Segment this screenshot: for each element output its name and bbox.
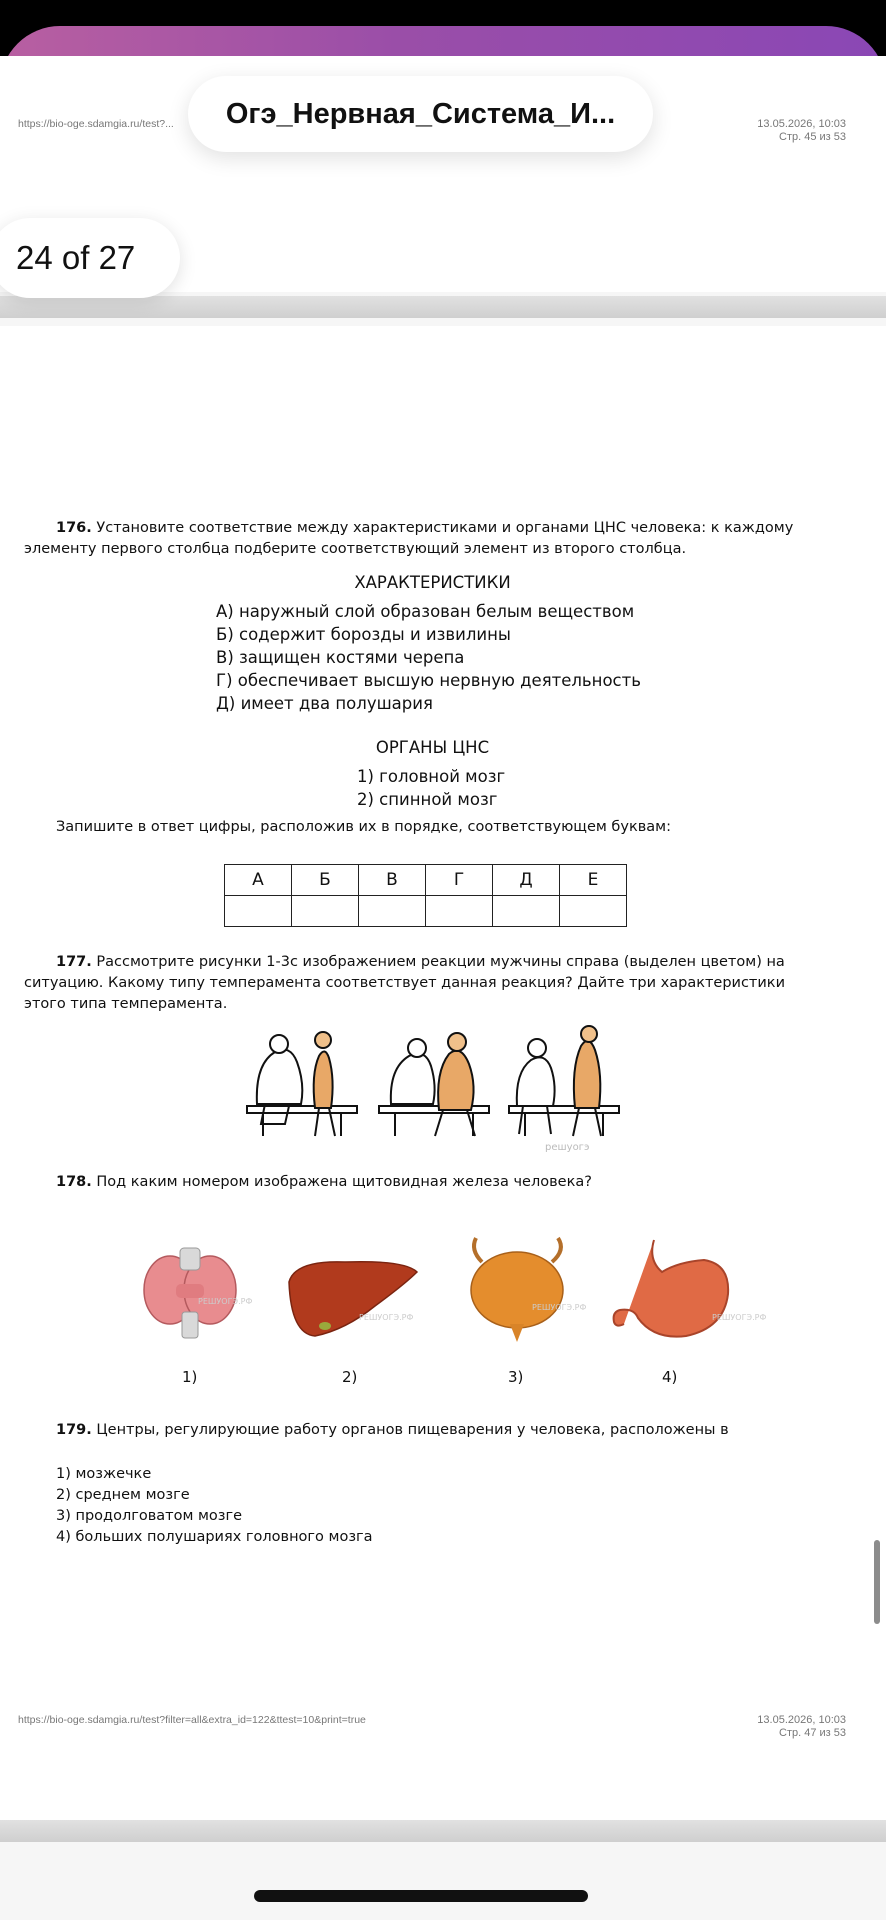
organ-item: 1) головной мозг bbox=[357, 767, 506, 786]
answer-option: 3) продолговатом мозге bbox=[56, 1508, 243, 1524]
document-title[interactable]: Огэ_Нервная_Система_И... bbox=[188, 76, 653, 152]
characteristic-item: А) наружный слой образован белым веществом bbox=[216, 602, 635, 621]
scrollbar[interactable] bbox=[874, 1540, 880, 1624]
page-url: https://bio-oge.sdamgia.ru/test?filter=all&extra_id=122&ttest=10&print=true bbox=[18, 1714, 366, 1726]
question-176 bbox=[24, 518, 844, 560]
page-meta bbox=[757, 1714, 846, 1740]
characteristic-item: Г) обеспечивает высшую нервную деятельность bbox=[216, 671, 641, 690]
option-label: 4) bbox=[662, 1368, 678, 1386]
answer-options bbox=[56, 1464, 373, 1548]
question-text: Под каким номером изображена щитовидная железа человека? bbox=[96, 1174, 592, 1190]
characteristic-item: В) защищен костями черепа bbox=[216, 648, 465, 667]
scene-3-image bbox=[509, 1026, 619, 1136]
answer-cell bbox=[359, 896, 426, 927]
answer-cell bbox=[493, 896, 560, 927]
image-watermark: РЕШУОГЭ.РФ bbox=[359, 1313, 414, 1322]
question-178 bbox=[56, 1172, 592, 1193]
answer-table-header bbox=[225, 865, 627, 896]
scene-2-image bbox=[379, 1033, 489, 1136]
page-meta bbox=[757, 118, 846, 144]
answer-instruction: Запишите в ответ цифры, расположив их в порядке, соответствующем буквам: bbox=[56, 819, 671, 835]
page-datetime: 13.05.2026, 10:03 bbox=[757, 118, 846, 130]
characteristics-heading: ХАРАКТЕРИСТИКИ bbox=[354, 573, 511, 592]
answer-letter: Д bbox=[493, 865, 560, 896]
home-indicator[interactable] bbox=[254, 1890, 588, 1902]
question-number: 179. bbox=[56, 1422, 92, 1438]
answer-letter: В bbox=[359, 865, 426, 896]
answer-option: 2) среднем мозге bbox=[56, 1487, 190, 1503]
organs-list bbox=[357, 765, 505, 811]
answer-letter: А bbox=[225, 865, 292, 896]
answer-option: 4) больших полушариях головного мозга bbox=[56, 1529, 373, 1545]
option-label: 3) bbox=[508, 1368, 524, 1386]
answer-option: 1) мозжечке bbox=[56, 1466, 152, 1482]
answer-cell bbox=[292, 896, 359, 927]
answer-letter: Г bbox=[426, 865, 493, 896]
bladder-image bbox=[462, 1236, 587, 1346]
answer-table-row bbox=[225, 896, 627, 927]
organs-heading: ОРГАНЫ ЦНС bbox=[375, 738, 490, 757]
question-number: 177. bbox=[56, 954, 92, 970]
organ-item: 2) спинной мозг bbox=[357, 790, 498, 809]
answer-letter: Б bbox=[292, 865, 359, 896]
option-label: 1) bbox=[182, 1368, 198, 1386]
question-text-line: ситуацию. Какому типу темперамента соответствует данная реакция? Дайте три характеристики bbox=[24, 975, 785, 991]
question-text: Центры, регулирующие работу органов пищеварения у человека, расположены в bbox=[96, 1422, 729, 1438]
answer-table bbox=[224, 864, 627, 927]
illustration-watermark: решуогэ bbox=[545, 1142, 590, 1153]
characteristic-item: Д) имеет два полушария bbox=[216, 694, 433, 713]
answer-cell bbox=[426, 896, 493, 927]
page-47 bbox=[0, 326, 886, 1820]
answer-cell bbox=[560, 896, 627, 927]
question-text-line: элементу первого столбца подберите соответствующий элемент из второго столбца. bbox=[24, 541, 687, 557]
page-divider bbox=[0, 296, 886, 318]
page-url: https://bio-oge.sdamgia.ru/test?... bbox=[18, 118, 174, 130]
characteristics-list bbox=[216, 600, 641, 715]
stomach-image bbox=[610, 1236, 767, 1346]
page-datetime: 13.05.2026, 10:03 bbox=[757, 1714, 846, 1726]
image-watermark: РЕШУОГЭ.РФ bbox=[712, 1313, 767, 1322]
image-watermark: РЕШУОГЭ.РФ bbox=[198, 1297, 253, 1306]
image-watermark: РЕШУОГЭ.РФ bbox=[532, 1303, 587, 1312]
page-divider bbox=[0, 1820, 886, 1842]
answer-letter: Е bbox=[560, 865, 627, 896]
question-177 bbox=[24, 952, 844, 1015]
characteristic-item: Б) содержит борозды и извилины bbox=[216, 625, 511, 644]
liver-image bbox=[285, 1254, 425, 1344]
page-counter: 24 of 27 bbox=[0, 218, 180, 298]
question-text-line: Установите соответствие между характеристиками и органами ЦНС человека: к каждому bbox=[96, 520, 794, 536]
question-179 bbox=[56, 1420, 729, 1441]
question-text-line: Рассмотрите рисунки 1-3с изображением реакции мужчины справа (выделен цветом) на bbox=[96, 954, 785, 970]
temperament-illustration bbox=[245, 1024, 623, 1154]
option-label: 2) bbox=[342, 1368, 358, 1386]
question-text-line: этого типа темперамента. bbox=[24, 996, 228, 1012]
scene-1-image bbox=[247, 1032, 357, 1136]
answer-cell bbox=[225, 896, 292, 927]
page-number: Стр. 45 из 53 bbox=[779, 131, 846, 143]
page-number: Стр. 47 из 53 bbox=[779, 1727, 846, 1739]
question-number: 178. bbox=[56, 1174, 92, 1190]
document-viewer[interactable] bbox=[0, 56, 886, 1920]
question-number: 176. bbox=[56, 520, 92, 536]
thyroid-gland-image bbox=[140, 1242, 253, 1342]
